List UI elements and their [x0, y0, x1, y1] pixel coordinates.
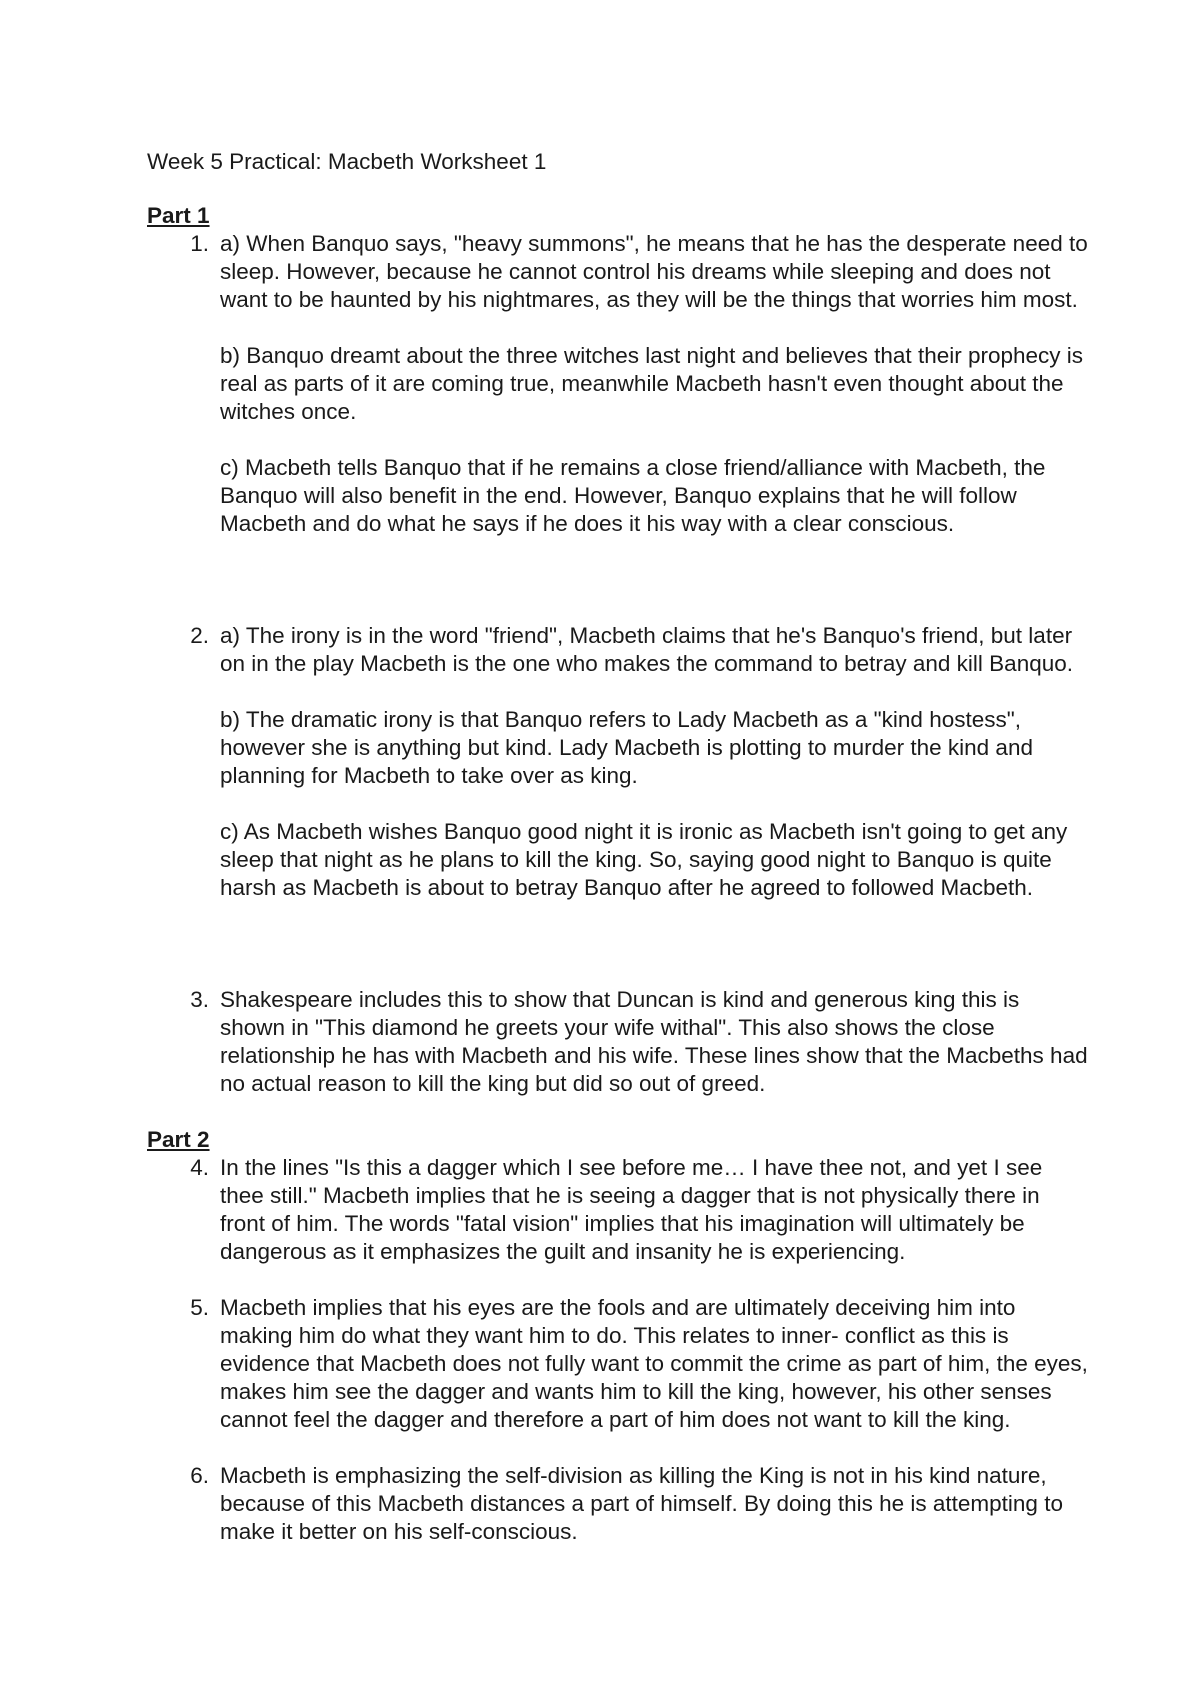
item-number: 5.: [190, 1295, 209, 1320]
answer-paragraph: a) The irony is in the word "friend", Macbeth claims that he's Banquo's friend, but later on in the play Macbeth is the one who makes the command to betray and kill Banquo.: [220, 623, 1074, 676]
document-title: Week 5 Practical: Macbeth Worksheet 1: [147, 149, 547, 174]
item-body: [220, 230, 1090, 538]
answer-paragraph: Macbeth is emphasizing the self-division as killing the King is not in his kind nature, because of this Macbeth distances a part of himself. By doing this he is attempting to make it better on his self-conscious.: [220, 1463, 1063, 1544]
answer-paragraph: c) As Macbeth wishes Banquo good night it is ironic as Macbeth isn't going to get any sleep that night as he plans to kill the king. So, saying good night to Banquo is quite harsh as Macbeth is about to betray Banquo after he agreed to followed Macbeth.: [220, 819, 1068, 900]
answer-paragraph: Macbeth implies that his eyes are the fools and are ultimately deceiving him into making him do what they want him to do. This relates to inner- conflict as this is evidence that Macbeth does not fully want to commit the crime as part of him, the eyes, makes him see the dagger and wants him to kill the king, however, his other senses cannot feel the dagger and therefore a part of him does not want to kill the king.: [220, 1295, 1088, 1432]
item-body: [220, 622, 1090, 902]
part-2-heading: Part 2: [147, 1127, 210, 1152]
item-body: [220, 1462, 1090, 1546]
answer-paragraph: b) Banquo dreamt about the three witches last night and believes that their prophecy is real as parts of it are coming true, meanwhile Macbeth hasn't even thought about the witches once.: [220, 343, 1084, 424]
answer-paragraph: Shakespeare includes this to show that Duncan is kind and generous king this is shown in "This diamond he greets your wife withal". This also shows the close relationship he has with Macbeth and his wife. These lines show that the Macbeths had no actual reason to kill the king but did so out of greed.: [220, 987, 1088, 1096]
item-number: 6.: [190, 1463, 209, 1488]
answer-paragraph: c) Macbeth tells Banquo that if he remains a close friend/alliance with Macbeth, the Banquo will also benefit in the end. However, Banquo explains that he will follow Macbeth and do what he says if he does it his way with a clear conscious.: [220, 455, 1046, 536]
item-body: [220, 986, 1090, 1098]
answer-paragraph: b) The dramatic irony is that Banquo refers to Lady Macbeth as a "kind hostess", however she is anything but kind. Lady Macbeth is plotting to murder the kind and planning for Macbeth to take over as king.: [220, 707, 1033, 788]
item-body: [220, 1154, 1090, 1266]
item-number: 1.: [190, 231, 209, 256]
item-number: 4.: [190, 1155, 209, 1180]
answer-paragraph: In the lines "Is this a dagger which I see before me… I have thee not, and yet I see thee still." Macbeth implies that he is seeing a dagger that is not physically there in front of him. The words "fatal vision" implies that his imagination will ultimately be dangerous as it emphasizes the guilt and insanity he is experiencing.: [220, 1155, 1043, 1264]
item-number: 2.: [190, 623, 209, 648]
answer-paragraph: a) When Banquo says, "heavy summons", he means that he has the desperate need to sleep. However, because he cannot control his dreams while sleeping and does not want to be haunted by his nightmares, as they will be the things that worries him most.: [220, 231, 1088, 312]
part-1-heading: Part 1: [147, 203, 210, 228]
item-body: [220, 1294, 1090, 1434]
item-number: 3.: [190, 987, 209, 1012]
